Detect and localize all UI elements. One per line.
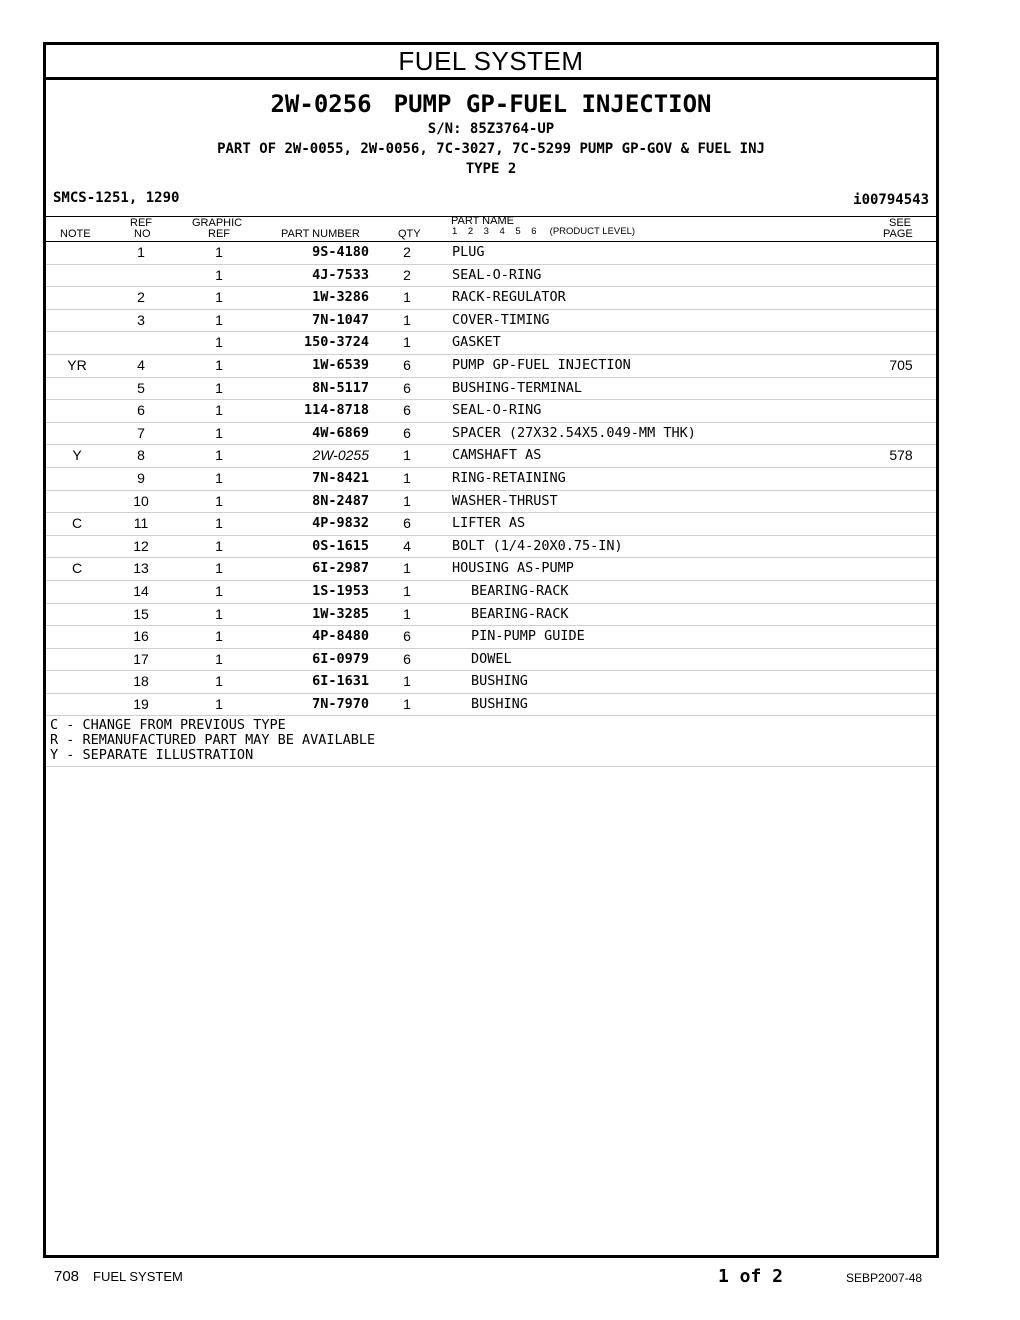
row-part-name: COVER-TIMING — [452, 311, 550, 328]
row-part-name: SPACER (27X32.54X5.049-MM THK) — [452, 424, 696, 441]
row-part-name: BUSHING — [471, 695, 528, 712]
table-row — [46, 310, 936, 333]
table-row — [46, 400, 936, 423]
row-part-number: 114-8718 — [303, 402, 369, 419]
row-part-name: BEARING-RACK — [471, 582, 569, 599]
group-part-number: 2W-0256 — [270, 90, 372, 118]
table-row — [46, 581, 936, 604]
group-header — [46, 80, 936, 217]
col-ref-line1: REF — [130, 217, 152, 229]
row-graphic-ref: 1 — [215, 311, 223, 328]
row-part-name: BOLT (1/4-20X0.75-IN) — [452, 537, 623, 554]
table-row — [46, 694, 936, 717]
row-graphic-ref: 1 — [215, 605, 223, 622]
col-product-levels: 1 2 3 4 5 6 (PRODUCT LEVEL) — [452, 226, 636, 237]
column-headers — [46, 217, 936, 242]
row-part-name: GASKET — [452, 334, 501, 351]
section-title: FUEL SYSTEM — [46, 45, 936, 80]
row-see-page: 705 — [889, 356, 913, 373]
row-part-number: 150-3724 — [303, 334, 369, 351]
row-part-name: BUSHING — [471, 673, 528, 690]
table-row — [46, 671, 936, 694]
parts-list — [46, 242, 936, 716]
table-row — [46, 468, 936, 491]
row-note: Y — [72, 447, 82, 464]
parts-page-frame — [43, 42, 939, 1258]
row-part-number: 6I-2987 — [312, 560, 369, 577]
row-ref-no: 7 — [137, 424, 145, 441]
row-graphic-ref: 1 — [215, 447, 223, 464]
row-qty: 1 — [403, 582, 411, 599]
row-part-name: PLUG — [452, 244, 485, 260]
row-graphic-ref: 1 — [215, 537, 223, 554]
col-graphic-line1: GRAPHIC — [192, 217, 243, 229]
note-line: R - REMANUFACTURED PART MAY BE AVAILABLE — [50, 732, 376, 749]
table-row — [46, 287, 936, 310]
row-part-number: 6I-0979 — [312, 650, 369, 667]
row-part-number: 7N-7970 — [312, 695, 369, 712]
smcs-code: SMCS-1251, 1290 — [53, 190, 180, 206]
table-row — [46, 491, 936, 514]
row-graphic-ref: 1 — [215, 334, 223, 351]
row-part-number: 4P-8480 — [312, 628, 369, 645]
row-part-number: 0S-1615 — [312, 537, 369, 554]
row-ref-no: 4 — [137, 356, 145, 373]
notes-legend — [46, 716, 936, 767]
row-graphic-ref: 1 — [215, 515, 223, 532]
row-ref-no: 6 — [137, 402, 145, 419]
table-row — [46, 649, 936, 672]
page-of: 1 of 2 — [718, 1266, 784, 1287]
row-part-name: SEAL-O-RING — [452, 402, 542, 419]
row-qty: 2 — [403, 266, 411, 283]
row-part-name: RING-RETAINING — [452, 469, 566, 486]
row-part-number: 1S-1953 — [312, 582, 369, 599]
serial-range: S/N: 85Z3764-UP — [427, 121, 555, 137]
row-note: C — [71, 560, 83, 577]
col-see-line1: SEE — [889, 217, 912, 229]
row-ref-no: 17 — [133, 650, 149, 667]
row-part-number: 8N-2487 — [312, 492, 369, 509]
row-part-name: HOUSING AS-PUMP — [452, 560, 574, 577]
row-qty: 6 — [403, 402, 411, 419]
table-row — [46, 332, 936, 355]
row-graphic-ref: 1 — [215, 673, 223, 690]
row-ref-no: 18 — [133, 673, 149, 690]
row-graphic-ref: 1 — [215, 289, 223, 306]
table-row — [46, 445, 936, 468]
row-qty: 6 — [403, 628, 411, 645]
note-line: C - CHANGE FROM PREVIOUS TYPE — [50, 717, 286, 734]
table-row — [46, 626, 936, 649]
row-part-name: RACK-REGULATOR — [452, 289, 566, 306]
row-qty: 6 — [403, 356, 411, 373]
col-graphic-line2: REF — [208, 228, 230, 240]
row-qty: 1 — [403, 605, 411, 622]
row-qty: 1 — [403, 673, 411, 690]
row-part-name: BUSHING-TERMINAL — [452, 379, 583, 396]
row-part-name: PIN-PUMP GUIDE — [471, 628, 585, 645]
row-ref-no: 16 — [133, 628, 149, 645]
col-part-name: PART NAME — [451, 215, 514, 227]
row-ref-no: 3 — [137, 311, 145, 328]
note-line: Y - SEPARATE ILLUSTRATION — [50, 747, 254, 764]
table-row — [46, 242, 936, 265]
footer-section: FUEL SYSTEM — [93, 1269, 183, 1284]
document-id: SEBP2007-48 — [846, 1271, 923, 1285]
row-qty: 6 — [403, 515, 411, 532]
row-qty: 1 — [403, 695, 411, 712]
row-part-number: 6I-1631 — [312, 673, 369, 690]
row-ref-no: 8 — [137, 447, 145, 464]
row-part-name: PUMP GP-FUEL INJECTION — [452, 356, 631, 373]
table-row — [46, 423, 936, 446]
row-part-number: 1W-6539 — [312, 356, 369, 373]
row-ref-no: 13 — [133, 560, 149, 577]
group-part-name: PUMP GP-FUEL INJECTION — [393, 90, 712, 118]
table-row — [46, 355, 936, 378]
illustration-id: i00794543 — [853, 192, 929, 208]
row-qty: 4 — [403, 537, 411, 554]
row-graphic-ref: 1 — [215, 628, 223, 645]
row-qty: 1 — [403, 469, 411, 486]
row-part-number: 7N-8421 — [312, 469, 369, 486]
row-qty: 1 — [403, 560, 411, 577]
row-part-name: BEARING-RACK — [471, 605, 569, 622]
col-note: NOTE — [60, 228, 91, 240]
row-ref-no: 12 — [133, 537, 149, 554]
table-row — [46, 513, 936, 536]
row-qty: 1 — [403, 334, 411, 351]
table-row — [46, 604, 936, 627]
row-qty: 1 — [403, 311, 411, 328]
row-ref-no: 1 — [137, 244, 145, 260]
row-part-name: WASHER-THRUST — [452, 492, 558, 509]
row-note: C — [71, 515, 83, 532]
row-qty: 6 — [403, 379, 411, 396]
row-graphic-ref: 1 — [215, 469, 223, 486]
row-graphic-ref: 1 — [215, 266, 223, 283]
row-part-number: 1W-3286 — [312, 289, 369, 306]
table-row — [46, 265, 936, 288]
row-ref-no: 11 — [133, 515, 149, 532]
row-note: YR — [67, 356, 87, 373]
footer-left — [54, 1268, 183, 1285]
row-see-page: 578 — [889, 447, 913, 464]
row-ref-no: 14 — [133, 582, 149, 599]
row-part-name: SEAL-O-RING — [452, 266, 542, 283]
row-ref-no: 9 — [137, 469, 145, 486]
row-qty: 1 — [403, 492, 411, 509]
row-part-number: 8N-5117 — [312, 379, 369, 396]
row-part-number: 4J-7533 — [312, 266, 369, 283]
row-graphic-ref: 1 — [215, 560, 223, 577]
row-ref-no: 15 — [133, 605, 149, 622]
row-part-number: 9S-4180 — [312, 244, 369, 260]
row-qty: 6 — [403, 424, 411, 441]
table-row — [46, 558, 936, 581]
col-part-number: PART NUMBER — [281, 228, 360, 240]
row-graphic-ref: 1 — [215, 356, 223, 373]
row-qty: 2 — [403, 244, 411, 260]
part-of-line: PART OF 2W-0055, 2W-0056, 7C-3027, 7C-5299 PUMP GP-GOV & FUEL INJ — [217, 141, 765, 157]
type-line: TYPE 2 — [465, 161, 517, 177]
row-part-number: 1W-3285 — [312, 605, 369, 622]
row-ref-no: 19 — [133, 695, 149, 712]
row-part-number: 2W-0255 — [312, 447, 369, 464]
row-graphic-ref: 1 — [215, 582, 223, 599]
row-qty: 6 — [403, 650, 411, 667]
table-row — [46, 378, 936, 401]
row-graphic-ref: 1 — [215, 492, 223, 509]
row-graphic-ref: 1 — [215, 244, 223, 260]
col-ref-line2: NO — [134, 228, 151, 240]
row-ref-no: 5 — [137, 379, 145, 396]
row-graphic-ref: 1 — [215, 379, 223, 396]
col-qty: QTY — [398, 228, 421, 240]
row-graphic-ref: 1 — [215, 695, 223, 712]
row-part-number: 4P-9832 — [312, 515, 369, 532]
row-graphic-ref: 1 — [215, 650, 223, 667]
row-part-number: 4W-6869 — [312, 424, 369, 441]
col-see-line2: PAGE — [883, 228, 913, 240]
row-graphic-ref: 1 — [215, 402, 223, 419]
row-qty: 1 — [403, 447, 411, 464]
page-number: 708 — [54, 1268, 80, 1285]
row-ref-no: 2 — [137, 289, 145, 306]
row-qty: 1 — [403, 289, 411, 306]
row-graphic-ref: 1 — [215, 424, 223, 441]
row-part-name: CAMSHAFT AS — [452, 447, 542, 464]
group-title — [46, 90, 936, 118]
row-ref-no: 10 — [133, 492, 149, 509]
row-part-number: 7N-1047 — [312, 311, 369, 328]
row-part-name: LIFTER AS — [452, 515, 526, 532]
row-part-name: DOWEL — [471, 650, 512, 667]
table-row — [46, 536, 936, 559]
